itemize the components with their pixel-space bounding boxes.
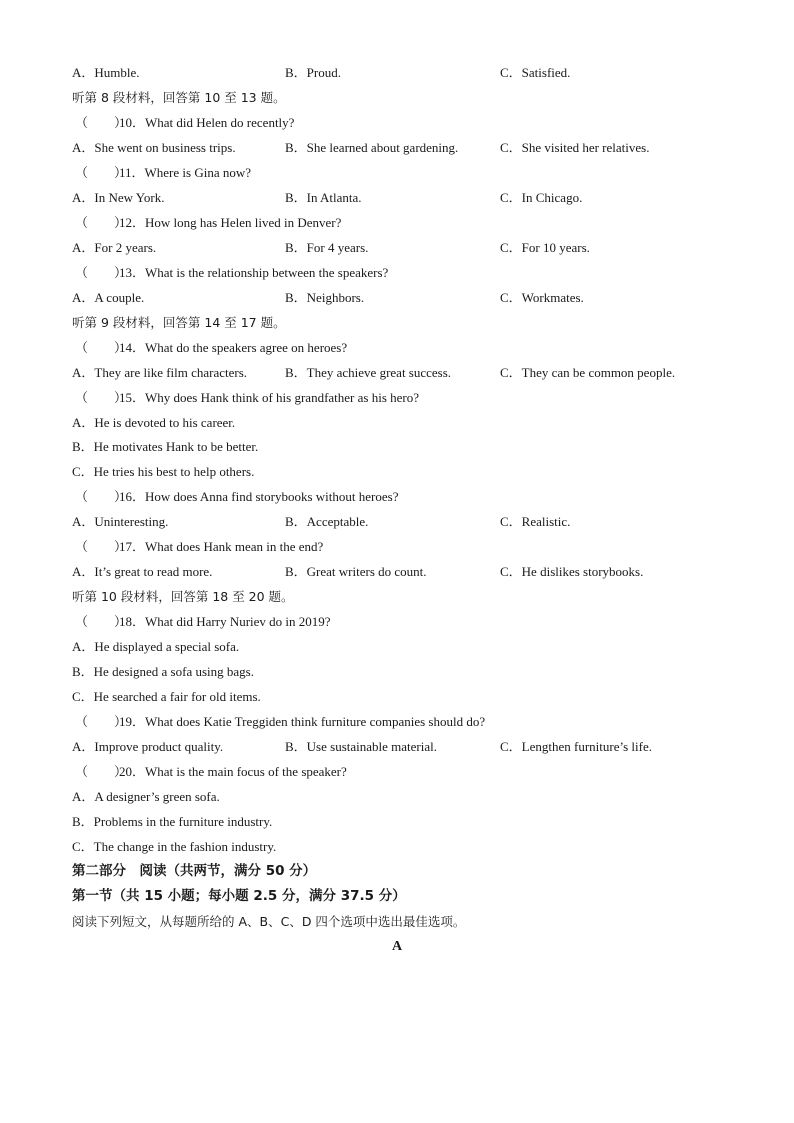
section-heading: 第二部分 阅读（共两节，满分 50 分） [72, 863, 317, 879]
answer-blank: （ ） [75, 340, 128, 355]
option-b: B．Acceptable. [285, 514, 369, 529]
question-text: 20．What is the main focus of the speaker? [119, 764, 347, 779]
option-b: B．In Atlanta. [285, 190, 362, 205]
option-a: A．Improve product quality. [72, 739, 224, 754]
option-a: A．For 2 years. [72, 240, 157, 255]
option-b: B．They achieve great success. [285, 365, 452, 380]
option-line: C．He tries his best to help others. [72, 464, 255, 479]
question [75, 164, 251, 182]
option-a: A．It’s great to read more. [72, 564, 213, 579]
section-instruction: 阅读下列短文，从每题所给的 A、B、C、D 四个选项中选出最佳选项。 [72, 914, 466, 929]
option-line: A．He displayed a special sofa. [72, 639, 240, 654]
option-line: C．The change in the fashion industry. [72, 839, 277, 854]
question-text: 19．What does Katie Treggiden think furniture companies should do? [119, 714, 486, 729]
answer-blank: （ ） [75, 215, 128, 230]
options-row [72, 189, 722, 207]
option-a: A．Uninteresting. [72, 514, 169, 529]
question [75, 613, 331, 631]
options-row [72, 738, 722, 756]
option-c: C．He dislikes storybooks. [500, 564, 644, 579]
question-text: 15．Why does Hank think of his grandfather as his hero? [119, 390, 420, 405]
option-c: C．In Chicago. [500, 190, 583, 205]
options-row [72, 239, 722, 257]
option-a: A．She went on business trips. [72, 140, 236, 155]
options-row [72, 139, 722, 157]
question [75, 763, 347, 781]
option-line: A．A designer’s green sofa. [72, 789, 220, 804]
answer-blank: （ ） [75, 714, 128, 729]
option-b: B．Proud. [285, 65, 341, 80]
option-line: B．Problems in the furniture industry. [72, 814, 273, 829]
option-c: C．Lengthen furniture’s life. [500, 739, 652, 754]
option-a: A．Humble. [72, 65, 140, 80]
question-text: 18．What did Harry Nuriev do in 2019? [119, 614, 331, 629]
option-b: B．Great writers do count. [285, 564, 427, 579]
question [75, 114, 294, 132]
question-text: 13．What is the relationship between the speakers? [119, 265, 389, 280]
question [75, 214, 341, 232]
answer-blank: （ ） [75, 489, 128, 504]
option-c: C．They can be common people. [500, 365, 676, 380]
options-row [72, 563, 722, 581]
answer-blank: （ ） [75, 764, 128, 779]
option-c: C．For 10 years. [500, 240, 590, 255]
answer-blank: （ ） [75, 265, 128, 280]
options-row [72, 64, 722, 82]
option-b: B．She learned about gardening. [285, 140, 459, 155]
options-row [72, 513, 722, 531]
answer-blank: （ ） [75, 539, 128, 554]
question-text: 16．How does Anna find storybooks without heroes? [119, 489, 399, 504]
question-text: 10．What did Helen do recently? [119, 115, 295, 130]
passage-label: A [391, 939, 403, 954]
question [75, 488, 398, 506]
options-row [72, 364, 722, 382]
option-a: A．They are like film characters. [72, 365, 248, 380]
option-b: B．For 4 years. [285, 240, 369, 255]
question [75, 264, 388, 282]
answer-blank: （ ） [75, 115, 128, 130]
option-line: B．He designed a sofa using bags. [72, 664, 254, 679]
option-c: C．Workmates. [500, 290, 584, 305]
option-a: A．In New York. [72, 190, 165, 205]
question [75, 713, 485, 731]
answer-blank: （ ） [75, 390, 128, 405]
option-b: B．Use sustainable material. [285, 739, 437, 754]
option-c: C．Realistic. [500, 514, 571, 529]
answer-blank: （ ） [75, 165, 128, 180]
option-c: C．Satisfied. [500, 65, 571, 80]
section-instruction: 听第 9 段材料，回答第 14 至 17 题。 [72, 315, 286, 330]
option-a: A．A couple. [72, 290, 145, 305]
options-row [72, 289, 722, 307]
question [75, 389, 419, 407]
option-line: A．He is devoted to his career. [72, 415, 236, 430]
option-b: B．Neighbors. [285, 290, 365, 305]
option-line: C．He searched a fair for old items. [72, 689, 261, 704]
question [75, 339, 347, 357]
question-text: 12．How long has Helen lived in Denver? [119, 215, 342, 230]
question-text: 11．Where is Gina now? [119, 165, 252, 180]
question [75, 538, 323, 556]
section-heading: 第一节（共 15 小题；每小题 2.5 分，满分 37.5 分） [72, 888, 406, 904]
option-line: B．He motivates Hank to be better. [72, 439, 259, 454]
option-c: C．She visited her relatives. [500, 140, 650, 155]
answer-blank: （ ） [75, 614, 128, 629]
question-text: 17．What does Hank mean in the end? [119, 539, 324, 554]
section-instruction: 听第 10 段材料，回答第 18 至 20 题。 [72, 589, 294, 604]
question-text: 14．What do the speakers agree on heroes? [119, 340, 348, 355]
section-instruction: 听第 8 段材料，回答第 10 至 13 题。 [72, 90, 286, 105]
